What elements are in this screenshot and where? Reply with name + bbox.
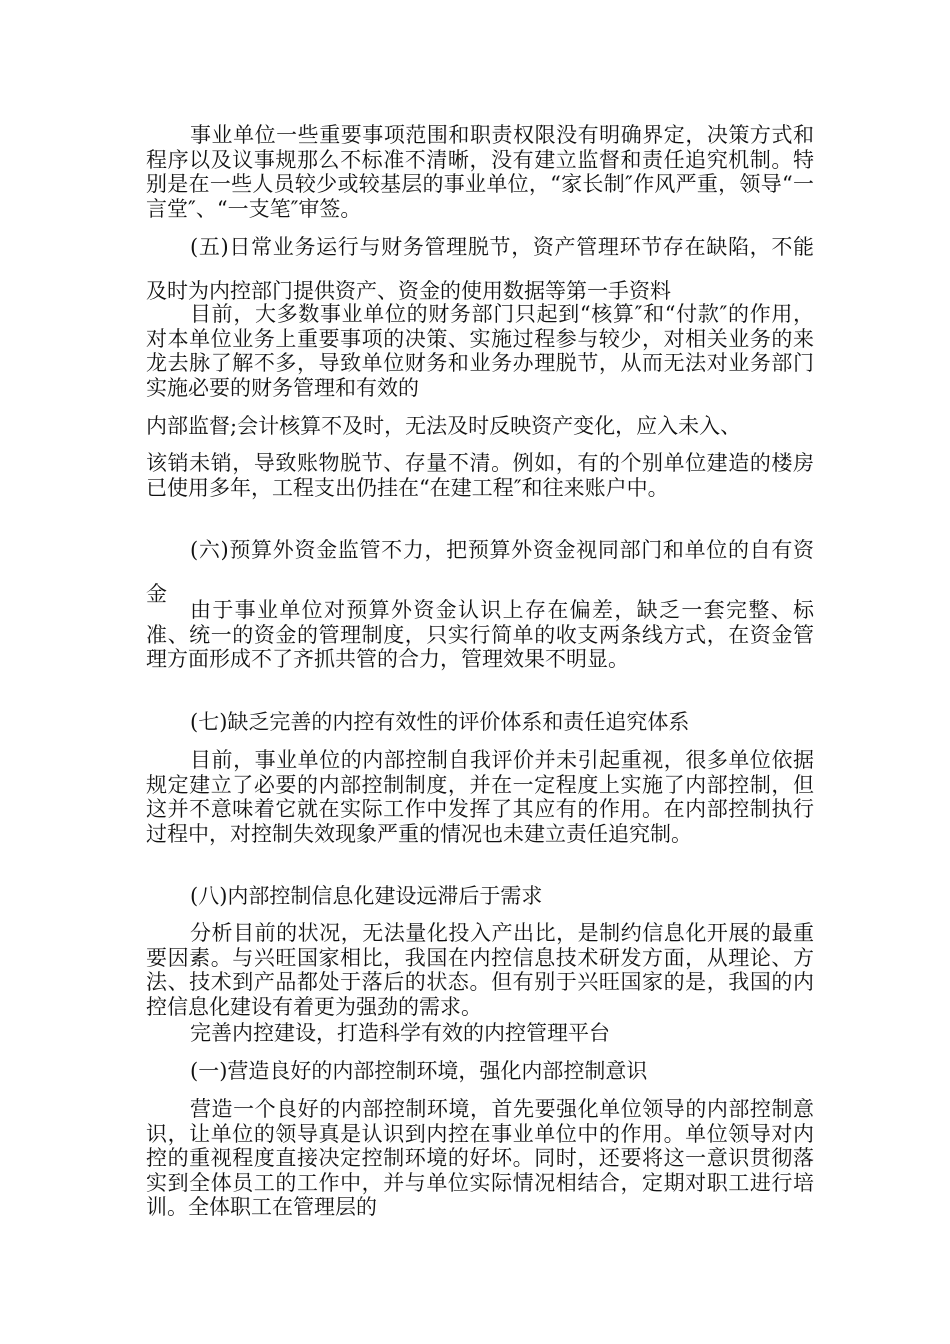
paragraph-6: 营造一个良好的内部控制环境，首先要强化单位领导的内部控制意识，让单位的领导真是认识到内控在事业单位中的作用。单位领导对内控的重视程度直接决定控制环境的好坏。同时，还要将这一意识贯彻落实到全体员工的工作中，并与单位实际情况相结合，定期对职工进行培训。全体职工在管理层的	[146, 1097, 814, 1219]
section-title: 完善内控建设，打造科学有效的内控管理平台	[190, 1021, 610, 1045]
section-heading-6: (六)预算外资金监管不力，把预算外资金视同部门和单位的自有资金	[146, 538, 814, 606]
paragraph-3: 由于事业单位对预算外资金认识上存在偏差，缺乏一套完整、标准、统一的资金的管理制度，只实行简单的收支两条线方式，在资金管理方面形成不了齐抓共管的合力，管理效果不明显。	[146, 598, 814, 671]
section-heading-1: (一)营造良好的内部控制环境，强化内部控制意识	[190, 1059, 648, 1083]
paragraph-2-cont: 该销未销，导致账物脱节、存量不清。例如，有的个别单位建造的楼房已使用多年，工程支出仍挂在“在建工程″和往来账户中。	[146, 451, 814, 500]
paragraph-2-line: 内部监督;会计核算不及时，无法及时反映资产变化，应入未入、	[146, 414, 742, 438]
paragraph-4: 目前，事业单位的内部控制自我评价并未引起重视，很多单位依据规定建立了必要的内部控制制度，并在一定程度上实施了内部控制，但这并不意味着它就在实际工作中发挥了其应有的作用。在内部控制执行过程中，对控制失效现象严重的情况也未建立责任追究制。	[146, 748, 814, 846]
section-heading-5: (五)日常业务运行与财务管理脱节，资产管理环节存在缺陷，不能及时为内控部门提供资产、资金的使用数据等第一手资料	[146, 235, 814, 303]
paragraph-2: 目前，大多数事业单位的财务部门只起到“核算″和“付款″的作用，对本单位业务上重要事项的决策、实施过程参与较少，对相关业务的来龙去脉了解不多，导致单位财务和业务办理脱节，从而无法对业务部门实施必要的财务管理和有效的	[146, 302, 814, 400]
paragraph-5: 分析目前的状况，无法量化投入产出比，是制约信息化开展的最重要因素。与兴旺国家相比，我国在内控信息技术研发方面，从理论、方法、技术到产品都处于落后的状态。但有别于兴旺国家的是，我国的内控信息化建设有着更为强劲的需求。	[146, 921, 814, 1019]
section-heading-7: (七)缺乏完善的内控有效性的评价体系和责任追究体系	[190, 710, 690, 734]
paragraph-1: 事业单位一些重要事项范围和职责权限没有明确界定，决策方式和程序以及议事规那么不标准不清晰，没有建立监督和责任追究机制。特别是在一些人员较少或较基层的事业单位，“家长制″作风严重，领导“一言堂″、“一支笔″审签。	[146, 123, 814, 221]
section-heading-8: (八)内部控制信息化建设远滞后于需求	[190, 884, 543, 908]
